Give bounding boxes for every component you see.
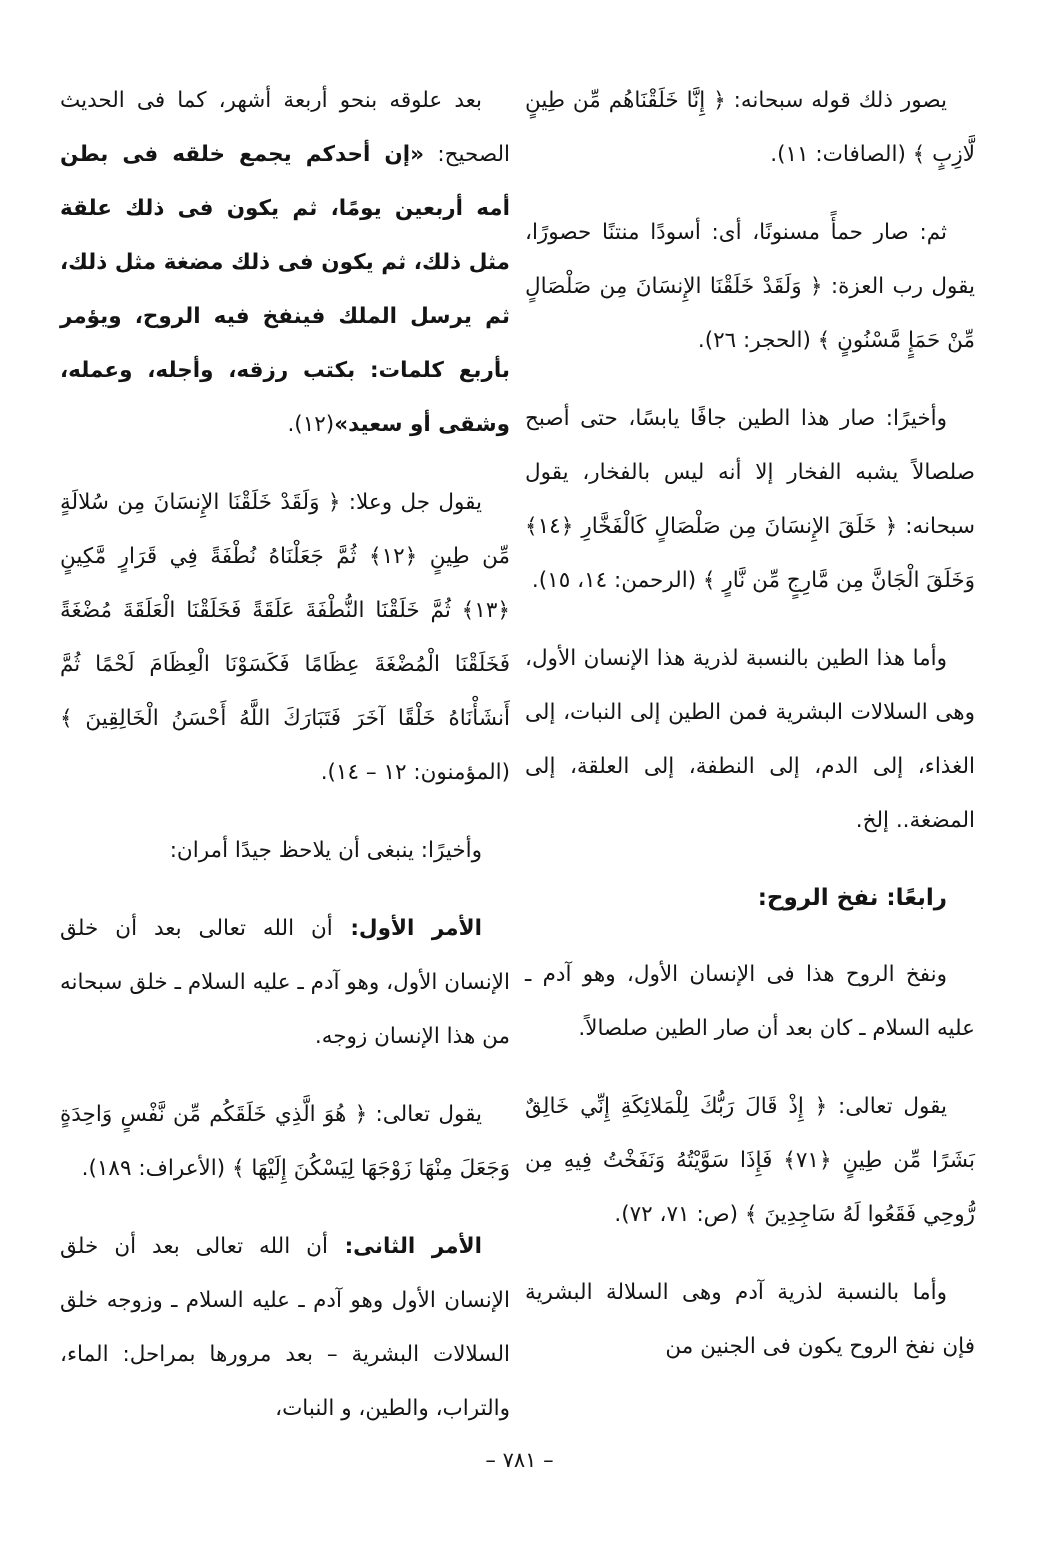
paragraph: يصور ذلك قوله سبحانه: ﴿ إِنَّا خَلَقْنَاهُم مِّن طِينٍ لَّازِبٍ ﴾ (الصافات: ١١). (525, 88, 975, 167)
hadith-lead: بعد علوقه بنحو أربعة أشهر، كما فى الحديث الصحيح: (60, 88, 510, 167)
paragraph: وأخيرًا: صار هذا الطين جافًا يابسًا، حتى أصبح صلصالاً يشبه الفخار إلا أنه ليس بالفخار، يقول سبحانه: ﴿ خَلَقَ الإِنسَانَ مِن صَلْصَالٍ كَالْفَخَّارِ ﴿١٤﴾ وَخَلَقَ الْجَانَّ مِن مَّارِجٍ مِّن نَّارٍ ﴾ (الرحمن: ١٤، ١٥). (525, 406, 975, 593)
hadith-text: «إن أحدكم يجمع خلقه فى بطن أمه أربعين يومًا، ثم يكون فى ذلك علقة مثل ذلك، ثم يكون فى ذلك مضغة مثل ذلك، ثم يرسل الملك فينفخ فيه الروح، ويؤمر بأربع كلمات: بكتب رزقه، وأجله، وعمله، وشقى أو سعيد» (60, 142, 510, 437)
point-label: الأمر الأول: (332, 916, 482, 941)
right-column (525, 74, 975, 1398)
hadith-paragraph (60, 74, 510, 452)
point-text: أن الله تعالى بعد أن خلق الإنسان الأول وهو آدم ـ عليه السلام ـ وزوجه خلق السلالات البشرية – بعد مرورها بمراحل: الماء، والتراب، والطين، و النبات، (60, 1234, 510, 1421)
page-number: – ٧٨١ – (485, 1448, 554, 1472)
paragraph: يقول جل وعلا: ﴿ وَلَقَدْ خَلَقْنَا الإِنسَانَ مِن سُلالَةٍ مِّن طِينٍ ﴿١٢﴾ ثُمَّ جَعَلْنَاهُ نُطْفَةً فِي قَرَارٍ مَّكِينٍ ﴿١٣﴾ ثُمَّ خَلَقْنَا النُّطْفَةَ عَلَقَةً فَخَلَقْنَا الْعَلَقَةَ مُضْغَةً فَخَلَقْنَا الْمُضْغَةَ عِظَامًا فَكَسَوْنَا الْعِظَامَ لَحْمًا ثُمَّ أَنشَأْنَاهُ خَلْقًا آخَرَ فَتَبَارَكَ اللَّهُ أَحْسَنُ الْخَالِقِينَ ﴾ (المؤمنون: ١٢ – ١٤). (60, 490, 510, 785)
left-column (60, 74, 510, 1460)
footnote-ref: (١٢). (287, 412, 335, 437)
paragraph: وأما بالنسبة لذرية آدم وهى السلالة البشرية فإن نفخ الروح يكون فى الجنين من (525, 1280, 975, 1359)
paragraph: ثم: صار حمأً مسنونًا، أى: أسودًا منتنًا حصورًا، يقول رب العزة: ﴿ وَلَقَدْ خَلَقْنَا الإِنسَانَ مِن صَلْصَالٍ مِّنْ حَمَإٍ مَّسْنُونٍ ﴾ (الحجر: ٢٦). (525, 220, 975, 353)
paragraph: ونفخ الروح هذا فى الإنسان الأول، وهو آدم ـ عليه السلام ـ كان بعد أن صار الطين صلصالاً. (525, 962, 975, 1041)
paragraph: يقول تعالى: ﴿ إِذْ قَالَ رَبُّكَ لِلْمَلائِكَةِ إِنِّي خَالِقٌ بَشَرًا مِّن طِينٍ ﴿٧١﴾ فَإِذَا سَوَّيْتُهُ وَنَفَخْتُ فِيهِ مِن رُّوحِي فَقَعُوا لَهُ سَاجِدِينَ ﴾ (ص: ٧١، ٧٢). (525, 1094, 975, 1227)
paragraph: وأما هذا الطين بالنسبة لذرية هذا الإنسان الأول، وهى السلالات البشرية فمن الطين إلى النبات، إلى الغذاء، إلى الدم، إلى النطفة، إلى العلقة، إلى المضغة.. إلخ. (525, 646, 975, 833)
paragraph (60, 902, 510, 1064)
section-heading: رابعًا: نفخ الروح: (757, 885, 947, 911)
point-text: أن الله تعالى بعد أن خلق الإنسان الأول، وهو آدم ـ عليه السلام ـ خلق سبحانه من هذا الإنسان زوجه. (60, 916, 510, 1049)
paragraph: وأخيرًا: ينبغى أن يلاحظ جيدًا أمران: (169, 838, 482, 863)
point-label: الأمر الثانى: (327, 1234, 482, 1259)
paragraph: يقول تعالى: ﴿ هُوَ الَّذِي خَلَقَكُم مِّن نَّفْسٍ وَاحِدَةٍ وَجَعَلَ مِنْهَا زَوْجَهَا لِيَسْكُنَ إِلَيْهَا ﴾ (الأعراف: ١٨٩). (60, 1102, 510, 1181)
paragraph (60, 1220, 510, 1436)
